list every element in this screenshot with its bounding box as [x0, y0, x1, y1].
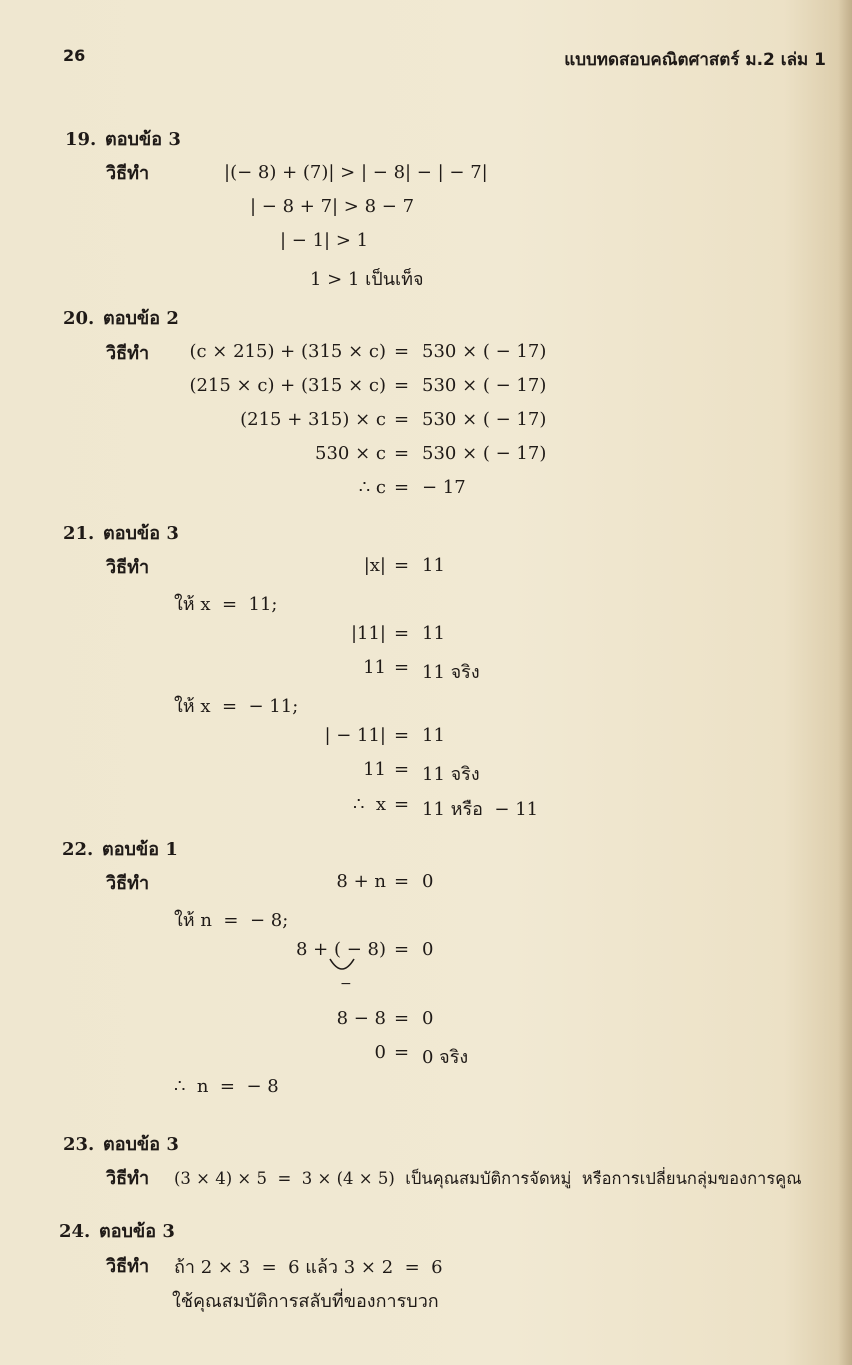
question-24-heading [59, 1216, 175, 1245]
q23-line: (3 × 4) × 5 = 3 × (4 × 5) เป็นคุณสมบัติการจัดหมู่ หรือการเปลี่ยนกลุ่มของการคูณ [174, 1169, 802, 1188]
solution-label: วิธีทำ [106, 557, 150, 578]
q22-row-4-lhs: 0 [374, 1042, 386, 1063]
q22-row-3-rhs: 0 [422, 1008, 434, 1029]
q20-row-4-lhs: 530 × c [315, 443, 386, 464]
q22-let-1: ให้ n = − 8; [174, 910, 289, 931]
equals-sign: = [394, 759, 410, 780]
answer-choice: 3 [166, 1134, 179, 1155]
equals-sign: = [394, 409, 410, 430]
q22-row-3-lhs: 8 − 8 [336, 1008, 386, 1029]
answer-label: ตอบข้อ [103, 1134, 161, 1155]
equals-sign: = [394, 871, 410, 892]
q21-row-3-lhs: 11 [363, 657, 386, 678]
q21-row-3-rhs: 11 จริง [422, 662, 480, 683]
solution-label: วิธีทำ [106, 343, 150, 364]
q21-row-1-rhs: 11 [422, 555, 445, 576]
question-number: 20. [63, 308, 95, 329]
annotation-minus: − [340, 976, 352, 992]
question-19-heading [65, 124, 181, 153]
q22-row-2-lhs: 8 + ( − 8) [296, 939, 386, 960]
answer-choice: 3 [166, 523, 179, 544]
q21-row-5-rhs: 11 จริง [422, 764, 480, 785]
equals-sign: = [394, 477, 410, 498]
page-number: 26 [63, 46, 86, 65]
q20-row-3-lhs: (215 + 315) × c [240, 409, 386, 430]
equals-sign: = [394, 939, 410, 960]
answer-choice: 2 [166, 308, 179, 329]
question-number: 21. [63, 523, 95, 544]
q24-line-1: ถ้า 2 × 3 = 6 แล้ว 3 × 2 = 6 [174, 1257, 443, 1278]
q22-conclusion: ∴ n = − 8 [174, 1076, 279, 1097]
q20-row-3-rhs: 530 × ( − 17) [422, 409, 547, 430]
equals-sign: = [394, 443, 410, 464]
q21-row-6-rhs: 11 หรือ − 11 [422, 799, 539, 820]
q20-row-2-rhs: 530 × ( − 17) [422, 375, 547, 396]
q24-line-2: ใช้คุณสมบัติการสลับที่ของการบวก [172, 1291, 439, 1312]
q22-row-1-lhs: 8 + n [336, 871, 386, 892]
page-spine-shadow [838, 0, 852, 1365]
q20-row-2-lhs: (215 × c) + (315 × c) [189, 375, 386, 396]
question-number: 19. [65, 129, 97, 150]
answer-label: ตอบข้อ [99, 1221, 157, 1242]
question-21-heading [63, 518, 179, 547]
q21-row-4-rhs: 11 [422, 725, 445, 746]
q22-row-4-rhs: 0 จริง [422, 1047, 469, 1068]
answer-choice: 1 [165, 839, 178, 860]
answer-choice: 3 [162, 1221, 175, 1242]
q20-row-5-lhs: ∴ c [358, 477, 386, 498]
q21-let-1: ให้ x = 11; [174, 594, 278, 615]
question-number: 22. [62, 839, 94, 860]
answer-label: ตอบข้อ [103, 308, 161, 329]
q21-row-2-lhs: |11| [350, 623, 386, 644]
equals-sign: = [394, 657, 410, 678]
q19-line-2: | − 8 + 7| > 8 − 7 [250, 196, 415, 217]
question-20-heading [63, 303, 179, 332]
solution-label: วิธีทำ [106, 1168, 150, 1189]
underbrace-arc [328, 957, 356, 973]
answer-label: ตอบข้อ [105, 129, 163, 150]
q20-row-1-rhs: 530 × ( − 17) [422, 341, 547, 362]
q20-row-4-rhs: 530 × ( − 17) [422, 443, 547, 464]
q21-row-5-lhs: 11 [363, 759, 386, 780]
q21-let-2: ให้ x = − 11; [174, 696, 299, 717]
equals-sign: = [394, 794, 410, 815]
q21-row-2-rhs: 11 [422, 623, 445, 644]
solution-label: วิธีทำ [106, 873, 150, 894]
q19-line-4: 1 > 1 เป็นเท็จ [310, 269, 424, 290]
q22-row-2-rhs: 0 [422, 939, 434, 960]
question-number: 23. [63, 1134, 95, 1155]
q21-row-4-lhs: | − 11| [324, 725, 386, 746]
q19-line-1: |(− 8) + (7)| > | − 8| − | − 7| [224, 162, 488, 183]
book-title: แบบทดสอบคณิตศาสตร์ ม.2 เล่ม 1 [564, 50, 826, 70]
answer-choice: 3 [168, 129, 181, 150]
q21-row-6-lhs: ∴ x [352, 794, 386, 815]
answer-label: ตอบข้อ [103, 523, 161, 544]
answer-label: ตอบข้อ [102, 839, 160, 860]
q20-row-5-rhs: − 17 [422, 477, 466, 498]
equals-sign: = [394, 375, 410, 396]
q19-line-3: | − 1| > 1 [280, 230, 369, 251]
q22-row-1-rhs: 0 [422, 871, 434, 892]
question-22-heading [62, 834, 178, 863]
question-23-heading [63, 1129, 179, 1158]
equals-sign: = [394, 341, 410, 362]
solution-label: วิธีทำ [106, 163, 150, 184]
equals-sign: = [394, 1042, 410, 1063]
equals-sign: = [394, 623, 410, 644]
q20-row-1-lhs: (c × 215) + (315 × c) [189, 341, 386, 362]
solution-label: วิธีทำ [106, 1256, 150, 1277]
equals-sign: = [394, 1008, 410, 1029]
q21-row-1-lhs: |x| [363, 555, 386, 576]
question-number: 24. [59, 1221, 91, 1242]
equals-sign: = [394, 555, 410, 576]
equals-sign: = [394, 725, 410, 746]
